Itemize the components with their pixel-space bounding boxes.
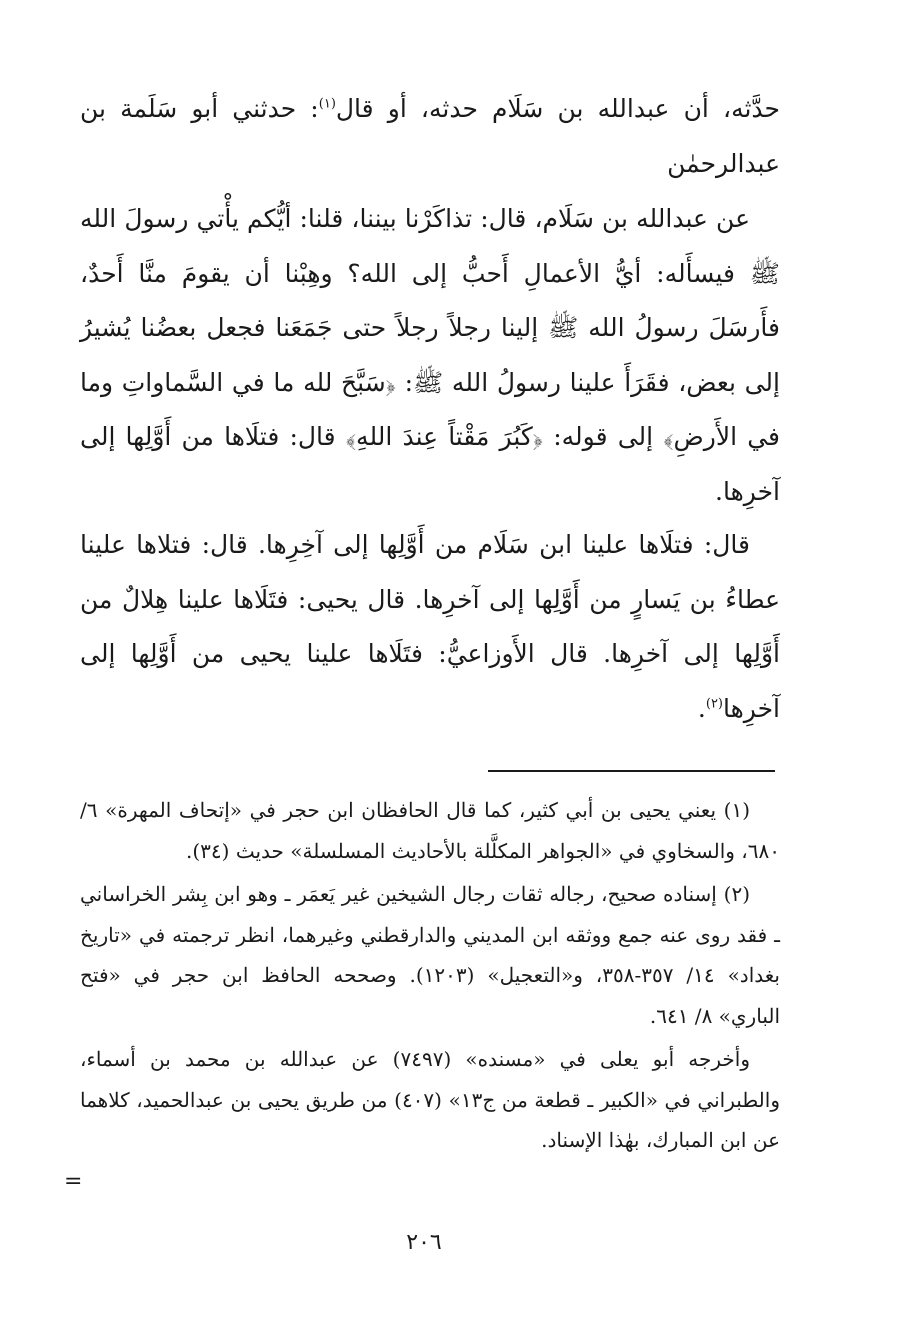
opening-text: حدَّثه، أن عبدالله بن سَلَام حدثه، أو قال bbox=[335, 94, 781, 123]
footnote-ref-2[interactable]: (٢) bbox=[705, 696, 723, 712]
chain-paragraph bbox=[80, 518, 780, 736]
footnotes-section bbox=[80, 790, 780, 1164]
footnote-ref-1[interactable]: (١) bbox=[318, 96, 336, 112]
chain-text: قال: فتلَاها علينا ابن سَلَام من أَوَّلِها إلى آخِرِها. قال: فتلاها علينا عطاءُ بن يَسارٍ من أَوَّلِها إلى آخرِها. قال يحيى: فتَلَاها علينا هِلالٌ من أَوَّلِها إلى آخرِها. قال الأَوزاعيُّ: فتَلَاها علينا يحيى من أَوَّلِها إلى آخرِها bbox=[80, 530, 780, 723]
footnote-1: (١) يعني يحيى بن أبي كثير، كما قال الحافظان ابن حجر في «إتحاف المهرة» ٦/ ٦٨٠، والسخاوي في «الجواهر المكلَّلة بالأحاديث المسلسلة» حديث (٣٤). bbox=[80, 798, 780, 863]
continuation-mark: = bbox=[64, 1169, 83, 1194]
opening-paragraph bbox=[80, 82, 780, 191]
opening-text-cont: : حدثني أبو سَلَمة بن عبدالرحمٰن bbox=[80, 94, 780, 178]
footnote-divider bbox=[488, 770, 775, 772]
hadith-paragraph bbox=[80, 192, 780, 519]
chain-text-end: . bbox=[697, 693, 706, 723]
footnote-2-cont: وأخرجه أبو يعلى في «مسنده» (٧٤٩٧) عن عبدالله بن محمد بن أسماء، والطبراني في «الكبير ـ قطعة من ج١٣» (٤٠٧) من طريق يحيى بن عبدالحميد، كلاهما عن ابن المبارك، بهٰذا الإسناد. bbox=[80, 1047, 780, 1152]
page-number: ٢٠٦ bbox=[406, 1230, 442, 1255]
hadith-text: عن عبدالله بن سَلَام، قال: تذاكَرْنا بيننا، قلنا: أيُّكم يأْتي رسولَ الله ﷺ فيسأَله: أيُّ الأعمالِ أَحبُّ إلى الله؟ وهِبْنا أن يقومَ منَّا أَحدٌ، فأَرسَلَ رسولُ الله ﷺ إلينا رجلاً رجلاً حتى جَمَعَنا فجعل بعضُنا يُشيرُ إلى بعض، فقَرَأَ علينا رسولُ الله ﷺ: ﴿سَبَّحَ لله ما في السَّماواتِ وما في الأَرضِ﴾ إلى قوله: ﴿كَبُرَ مَقْتاً عِندَ اللهِ﴾ قال: فتلَاها من أَوَّلِها إلى آخرِها. bbox=[80, 204, 781, 506]
footnote-2: (٢) إسناده صحيح، رجاله ثقات رجال الشيخين غير يَعمَر ـ وهو ابن بِشر الخراساني ـ فقد روى عنه جمع ووثقه ابن المديني والدارقطني وغيرهما، انظر ترجمته في «تاريخ بغداد» ١٤/ ٣٥٧-٣٥٨، و«التعجيل» (١٢٠٣). وصححه الحافظ ابن حجر في «فتح الباري» ٨/ ٦٤١. bbox=[80, 882, 780, 1028]
